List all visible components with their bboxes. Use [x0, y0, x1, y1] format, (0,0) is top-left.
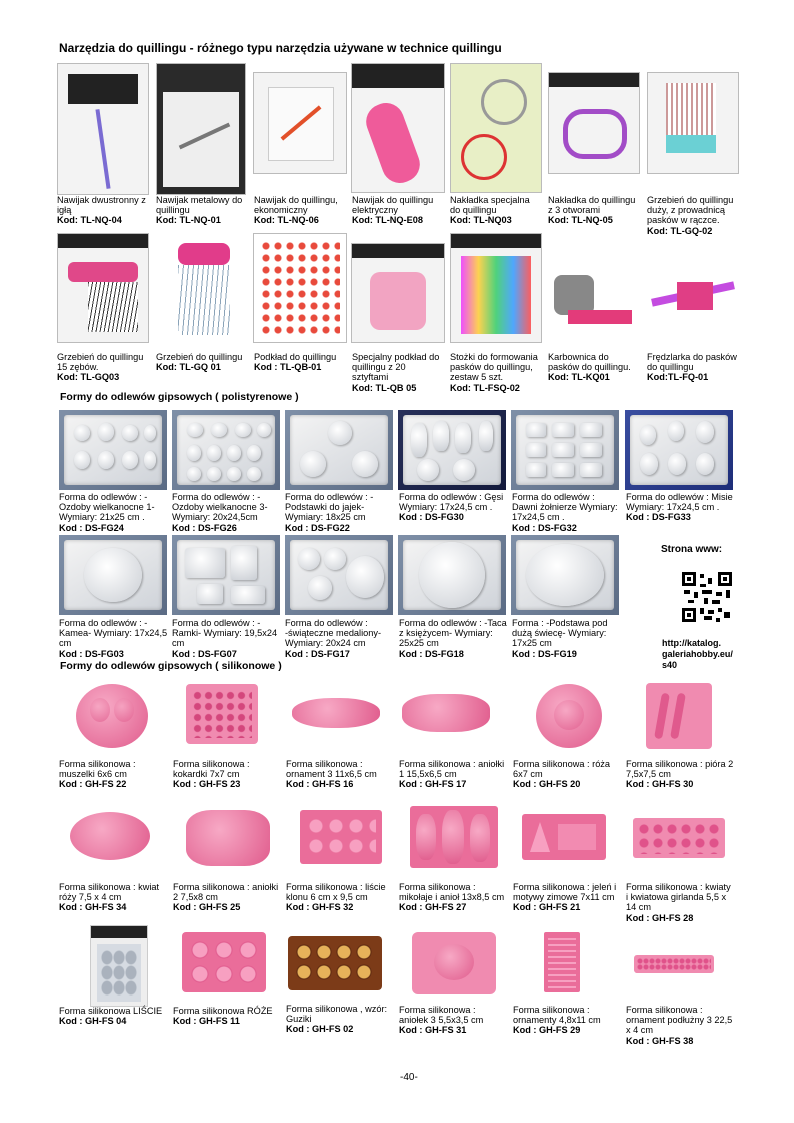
- product-photo: [253, 233, 347, 343]
- product-caption: Forma do odlewów : -świąteczne medaliony- Wymiary: 20x24 cm Kod : DS-FG17: [285, 618, 381, 659]
- product-caption: Forma silikonowa : aniołki 2 7,5x8 cm Kod : GH-FS 25: [173, 882, 279, 913]
- page-title: Narzędzia do quillingu - różnego typu narzędzia używane w technice quillingu: [59, 41, 502, 55]
- product-caption: Forma do odlewów : -Taca z księżycem- Wymiary: 25x25 cm Kod : DS-FG18: [399, 618, 507, 659]
- website-url[interactable]: http://katalog. galeriahobby.eu/ s40: [662, 638, 733, 670]
- product-caption: Karbownica do pasków do quillingu. Kod: TL-KQ01: [548, 352, 631, 383]
- product-caption: Forma silikonowa : muszelki 6x6 cm Kod : GH-FS 22: [59, 759, 136, 790]
- product-photo: [633, 818, 725, 858]
- product-caption: Forma do odlewów : Dawni żołnierze Wymiary: 17x24,5 cm . Kod : DS-FG32: [512, 492, 618, 533]
- product-photo: [548, 72, 640, 174]
- product-caption: Grzebień do quillingu duży, z prowadnicą pasków w rączce. Kod: TL-GQ-02: [647, 195, 734, 236]
- product-caption: Forma do odlewów : -Ozdoby wielkanocne 1- Wymiary: 21x25 cm . Kod : DS-FG24: [59, 492, 155, 533]
- product-caption: Nawijak dwustronny z igłą Kod: TL-NQ-04: [57, 195, 146, 226]
- product-photo: [548, 255, 638, 341]
- product-photo: [511, 535, 619, 615]
- product-photo: [288, 936, 382, 990]
- product-photo: [544, 932, 580, 992]
- product-caption: Nakładka do quillingu z 3 otworami Kod: TL-NQ-05: [548, 195, 636, 226]
- product-caption: Grzebień do quillingu Kod: TL-GQ 01: [156, 352, 243, 373]
- product-caption: Nawijak do quillingu elektryczny Kod: TL-NQ-E08: [352, 195, 434, 226]
- product-photo: [57, 63, 149, 195]
- page-number: -40-: [400, 1072, 418, 1083]
- product-photo: [402, 694, 490, 732]
- product-photo: [285, 535, 393, 615]
- product-photo: [57, 233, 149, 343]
- product-photo: [253, 72, 347, 174]
- product-photo: [285, 410, 393, 490]
- product-photo: [412, 932, 496, 994]
- product-caption: Nawijak metalowy do quillingu Kod: TL-NQ-01: [156, 195, 243, 226]
- product-photo: [522, 814, 606, 860]
- product-caption: Forma do odlewów : -Ramki- Wymiary: 19,5x24 cm Kod : DS-FG07: [172, 618, 278, 659]
- product-photo: [450, 63, 542, 193]
- product-photo: [647, 72, 739, 174]
- product-photo: [59, 535, 167, 615]
- product-photo: [292, 688, 380, 738]
- product-photo: [647, 270, 737, 330]
- product-photo: [351, 63, 445, 193]
- product-photo: [300, 810, 382, 864]
- product-caption: Nawijak do quillingu, ekonomiczny Kod: TL-NQ-06: [254, 195, 338, 226]
- product-photo: [186, 684, 258, 744]
- product-photo: [172, 410, 280, 490]
- product-caption: Forma silikonowa RÓŻE Kod : GH-FS 11: [173, 1006, 273, 1027]
- product-caption: Forma silikonowa : ornamenty 4,8x11 cm Kod : GH-FS 29: [513, 1005, 601, 1036]
- product-photo: [398, 535, 506, 615]
- qr-code-icon[interactable]: [682, 572, 732, 622]
- section-heading: Formy do odlewów gipsowych ( silikonowe ): [60, 660, 282, 672]
- product-photo: [536, 684, 602, 748]
- product-caption: Forma silikonowa : pióra 2 7,5x7,5 cm Kod : GH-FS 30: [626, 759, 734, 790]
- product-caption: Forma silikonowa : kokardki 7x7 cm Kod : GH-FS 23: [173, 759, 250, 790]
- product-photo: [156, 233, 244, 341]
- product-photo: [156, 63, 246, 195]
- product-caption: Forma silikonowa : liście klonu 6 cm x 9,5 cm Kod : GH-FS 32: [286, 882, 386, 913]
- product-photo: [410, 806, 498, 868]
- product-photo: [634, 955, 714, 973]
- product-photo: [76, 684, 148, 748]
- product-caption: Forma do odlewów : -Podstawki do jajek- Wymiary: 18x25 cm Kod : DS-FG22: [285, 492, 374, 533]
- product-photo: [186, 806, 270, 870]
- product-photo: [70, 812, 150, 860]
- product-caption: Stożki do formowania pasków do quillingu, zestaw 5 szt. Kod: TL-FSQ-02: [450, 352, 538, 393]
- product-caption: Forma silikonowa : ornament 3 11x6,5 cm Kod : GH-FS 16: [286, 759, 377, 790]
- product-photo: [182, 932, 266, 992]
- product-caption: Forma silikonowa : mikołaje i anioł 13x8,5 cm Kod : GH-FS 27: [399, 882, 505, 913]
- product-caption: Nakładka specjalna do quillingu Kod: TL-NQ03: [450, 195, 530, 226]
- product-caption: Forma silikonowa : aniołek 3 5,5x3,5 cm Kod : GH-FS 31: [399, 1005, 484, 1036]
- product-caption: Forma do odlewów : Gęsi Wymiary: 17x24,5 cm . Kod : DS-FG30: [399, 492, 504, 523]
- product-caption: Specjalny podkład do quillingu z 20 sztyftami Kod: TL-QB 05: [352, 352, 440, 393]
- product-caption: Forma : -Podstawa pod dużą świecę- Wymiary: 17x25 cm Kod : DS-FG19: [512, 618, 608, 659]
- product-caption: Forma silikonowa , wzór: Guziki Kod : GH-FS 02: [286, 1004, 388, 1035]
- product-photo: [351, 243, 445, 343]
- product-caption: Forma do odlewów : Misie Wymiary: 17x24,5 cm . Kod : DS-FG33: [626, 492, 733, 523]
- product-caption: Podkład do quillingu Kod : TL-QB-01: [254, 352, 337, 373]
- product-photo: [172, 535, 280, 615]
- product-caption: Forma do odlewów : -Ozdoby wielkanocne 3- Wymiary: 20x24,5cm Kod : DS-FG26: [172, 492, 268, 533]
- product-photo: [450, 233, 542, 343]
- product-caption: Frędzlarka do pasków do quillingu Kod:TL-FQ-01: [647, 352, 737, 383]
- product-photo: [511, 410, 619, 490]
- product-caption: Forma silikonowa : kwiat róży 7,5 x 4 cm Kod : GH-FS 34: [59, 882, 160, 913]
- product-photo: [646, 683, 712, 749]
- product-caption: Forma silikonowa LIŚCIE Kod : GH-FS 04: [59, 1006, 163, 1027]
- product-caption: Forma do odlewów : -Kamea- Wymiary: 17x24,5 cm Kod : DS-FG03: [59, 618, 168, 659]
- product-caption: Forma silikonowa : aniołki 1 15,5x6,5 cm Kod : GH-FS 17: [399, 759, 505, 790]
- product-caption: Forma silikonowa : ornament podłużny 3 22,5 x 4 cm Kod : GH-FS 38: [626, 1005, 733, 1046]
- product-caption: Forma silikonowa : jeleń i motywy zimowe 7x11 cm Kod : GH-FS 21: [513, 882, 617, 913]
- product-caption: Forma silikonowa : róża 6x7 cm Kod : GH-FS 20: [513, 759, 611, 790]
- website-label: Strona www:: [661, 544, 723, 555]
- product-caption: Grzebień do quillingu 15 zębów. Kod: TL-GQ03: [57, 352, 144, 383]
- section-heading: Formy do odlewów gipsowych ( polistyrenowe ): [60, 391, 299, 403]
- product-photo: [59, 410, 167, 490]
- product-caption: Forma silikonowa : kwiaty i kwiatowa girlanda 5,5 x 14 cm Kod : GH-FS 28: [626, 882, 731, 923]
- product-photo: [625, 410, 733, 490]
- product-photo: [398, 410, 506, 490]
- product-photo: [90, 925, 148, 1007]
